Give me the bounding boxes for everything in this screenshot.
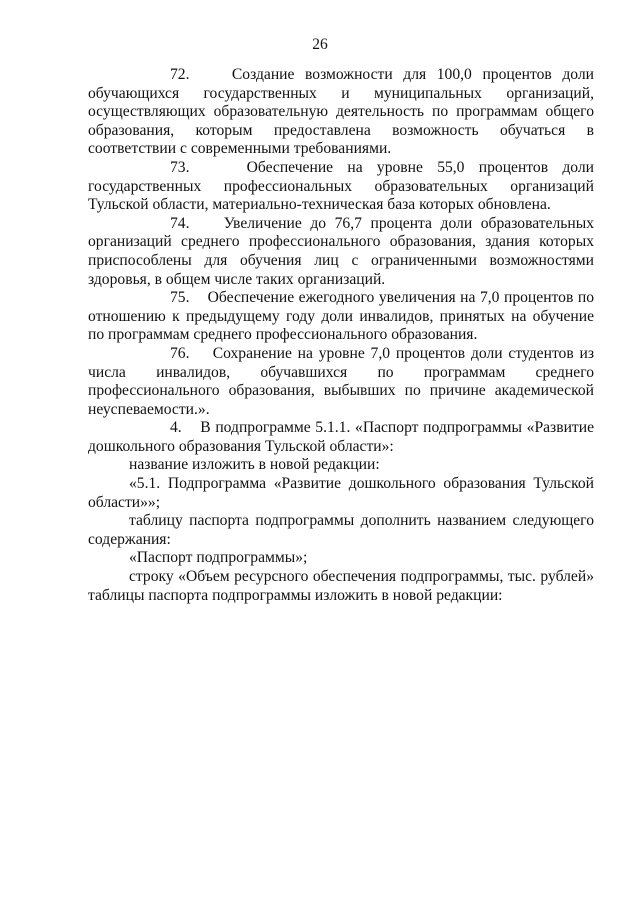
paragraph-item-4 (88, 419, 594, 456)
paragraph-item-75 (88, 289, 594, 345)
paragraph-item-72 (88, 66, 594, 159)
page-number: 26 (312, 36, 328, 53)
paragraph-text: Обеспечение на уровне 55,0 процентов доли государственных профессиональных образовательных организаций Тульской области, материально-техническая база которых обновлена. (88, 158, 595, 214)
paragraph-text: «Паспорт подпрограммы»; (129, 549, 308, 567)
paragraph-text: В подпрограмме 5.1.1. «Паспорт подпрограммы «Развитие дошкольного образования Тульской области»: (88, 419, 595, 455)
paragraph-new-title (88, 475, 594, 512)
paragraph-text: Сохранение на уровне 7,0 процентов доли студентов из числа инвалидов, обучавшихся по программам среднего профессионального образования, выбывших по причине академической неуспеваемости.». (88, 344, 595, 418)
paragraph-item-73 (88, 159, 594, 215)
item-number: 73. (170, 158, 190, 176)
paragraph-text: Создание возможности для 100,0 процентов доли обучающихся государственных и муниципальных организаций, осуществляющих образовательную деятельность по программам общего образования, которым предоставлена возможность обучаться в соответствии с современными требованиями. (88, 66, 595, 158)
paragraph-item-74 (88, 215, 594, 289)
item-number: 72. (170, 66, 190, 83)
paragraph-table-instruction (88, 512, 594, 549)
item-number: 75. (170, 289, 190, 307)
item-number: 76. (170, 344, 190, 362)
paragraph-text: название изложить в новой редакции: (129, 456, 380, 474)
paragraph-passport-heading (88, 549, 594, 568)
paragraph-text: таблицу паспорта подпрограммы дополнить названием следующего содержания: (88, 512, 594, 548)
paragraph-item-76 (88, 345, 594, 419)
item-number: 74. (170, 214, 190, 232)
paragraph-text: «5.1. Подпрограмма «Развитие дошкольного образования Тульской области»»; (88, 475, 594, 511)
paragraph-text: Обеспечение ежегодного увеличения на 7,0 процентов по отношению к предыдущему году доли инвалидов, принятых на обучение по программам среднего профессионального образования. (88, 289, 594, 344)
paragraph-rename-instruction (88, 456, 594, 475)
item-number: 4. (170, 419, 182, 437)
paragraph-text: строку «Объем ресурсного обеспечения подпрограммы, тыс. рублей» таблицы паспорта подпрограммы изложить в новой редакции: (88, 568, 594, 604)
paragraph-text: Увеличение до 76,7 процента доли образовательных организаций среднего профессионального образования, здания которых приспособлены для обучения лиц с ограниченными возможностями здоровья, в общем числе таких организаций. (88, 214, 594, 288)
paragraph-row-instruction (88, 568, 594, 605)
document-body (88, 66, 594, 605)
